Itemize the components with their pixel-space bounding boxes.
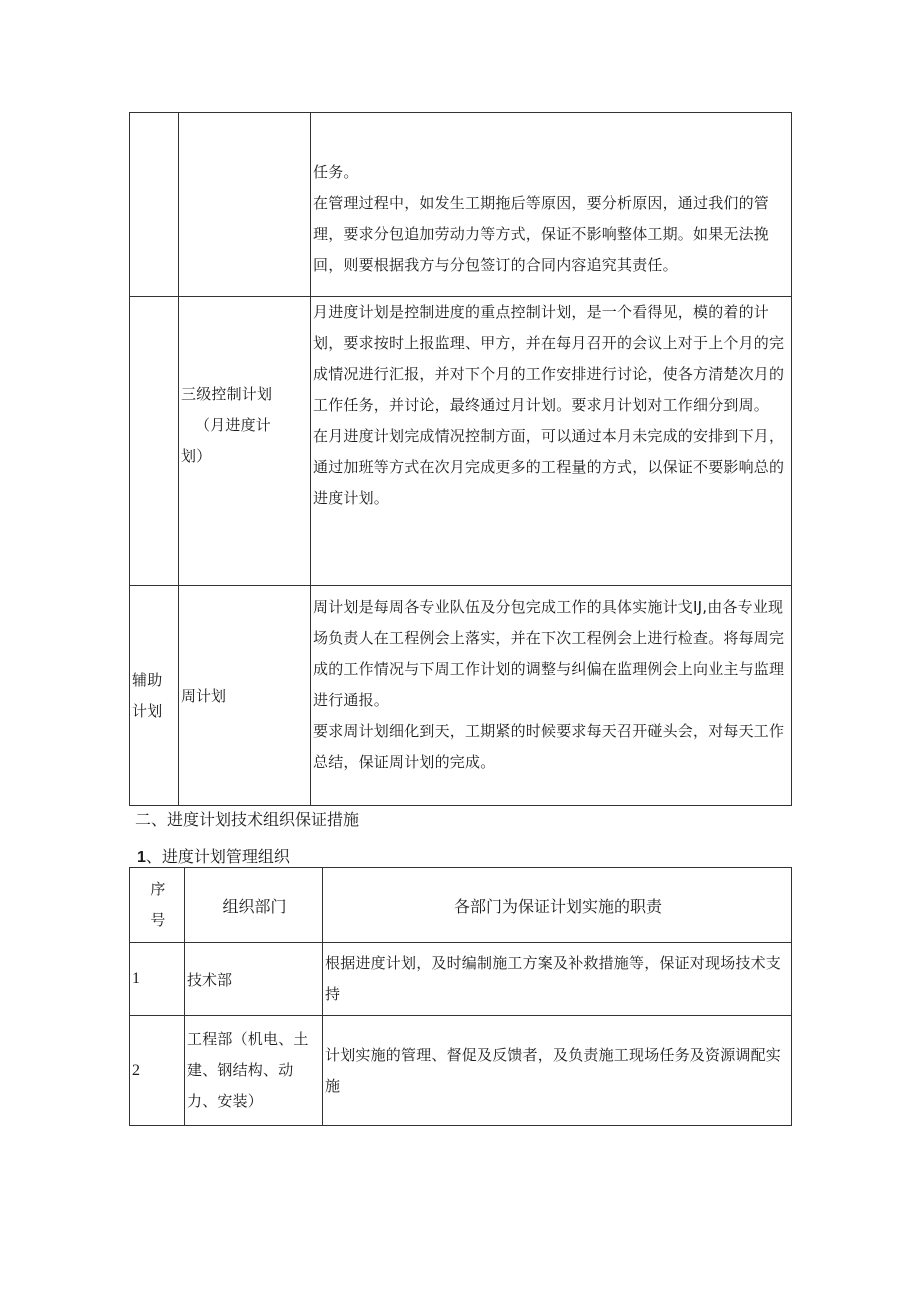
subsection-number: 1 xyxy=(137,849,146,866)
row-no-cell: 1 xyxy=(130,943,185,1016)
plan-category-cell xyxy=(130,586,179,806)
plan-name-line: （月进度计 xyxy=(195,416,272,434)
row-duty-cell: 根据进度计划，及时编制施工方案及补救措施等，保证对现场技术支持 xyxy=(323,943,792,1016)
table-row xyxy=(130,297,792,586)
category-line: 辅助 xyxy=(132,670,163,689)
paragraph: 月进度计划是控制进度的重点控制计划，是一个看得见，模的着的计划，要求按时上报监理、甲方，并在每月召开的会议上对于上个月的完成情况进行汇报，并对下个月的工作安排进行讨论，使各方清楚次月的工作任务，并讨论，最终通过月计划。要求月计划对工作细分到周。 xyxy=(313,303,785,414)
table-row xyxy=(130,586,792,806)
section-heading: 二、进度计划技术组织保证措施 xyxy=(135,810,360,829)
paragraph: 在管理过程中，如发生工期拖后等原因，要分析原因，通过我们的管理，要求分包追加劳动力等方式，保证不影响整体工期。如果无法挽回，则要根据我方与分包签订的合同内容追究其责任。 xyxy=(313,194,770,274)
header-cell-duty: 各部门为保证计划实施的职责 xyxy=(323,868,792,943)
row-dept-cell: 工程部（机电、土建、钢结构、动力、安装） xyxy=(185,1016,323,1126)
plan-category-cell xyxy=(130,113,179,297)
paragraph: 在月进度计划完成情况控制方面，可以通过本月未完成的安排到下月，通过加班等方式在次月完成更多的工程量的方式，以保证不要影响总的进度计划。 xyxy=(313,427,785,507)
paragraph: 任务。 xyxy=(313,163,359,181)
header-no-line: 序 xyxy=(150,880,166,898)
category-line: 计划 xyxy=(132,701,163,720)
paragraph: 要求周计划细化到天，工期紧的时候要求每天召开碰头会，对每天工作总结，保证周计划的完成。 xyxy=(313,722,785,771)
table-header-row xyxy=(130,868,792,943)
plan-name-cell: 周计划 xyxy=(179,586,311,806)
plan-name-cell xyxy=(179,113,311,297)
header-cell-dept: 组织部门 xyxy=(185,868,323,943)
plan-description-cell xyxy=(311,113,792,297)
table-row xyxy=(130,1016,792,1126)
header-cell-no xyxy=(130,868,185,943)
management-organization-table xyxy=(129,867,792,1126)
header-no-line: 号 xyxy=(150,911,166,929)
plan-name-line: 三级控制计划 xyxy=(181,385,273,403)
row-dept-cell: 技术部 xyxy=(185,943,323,1016)
subsection-title: 、进度计划管理组织 xyxy=(145,847,290,866)
table-row xyxy=(130,943,792,1016)
row-no-cell: 2 xyxy=(130,1016,185,1126)
plan-name-cell xyxy=(179,297,311,586)
plan-description-cell xyxy=(311,586,792,806)
paragraph: 周计划是每周各专业队伍及分包完成工作的具体实施计戈IJ,由各专业现场负责人在工程例会上落实，并在下次工程例会上进行检查。将每周完成的工作情况与下周工作计划的调整与纠偏在监理例会上向业主与监理进行通报。 xyxy=(313,598,785,709)
plan-description-cell xyxy=(311,297,792,586)
table-row xyxy=(130,113,792,297)
progress-plan-table xyxy=(129,112,792,806)
row-duty-cell: 计划实施的管理、督促及反馈者，及负责施工现场任务及资源调配实施 xyxy=(323,1016,792,1126)
plan-category-cell xyxy=(130,297,179,586)
plan-name-line: 划） xyxy=(181,447,212,465)
